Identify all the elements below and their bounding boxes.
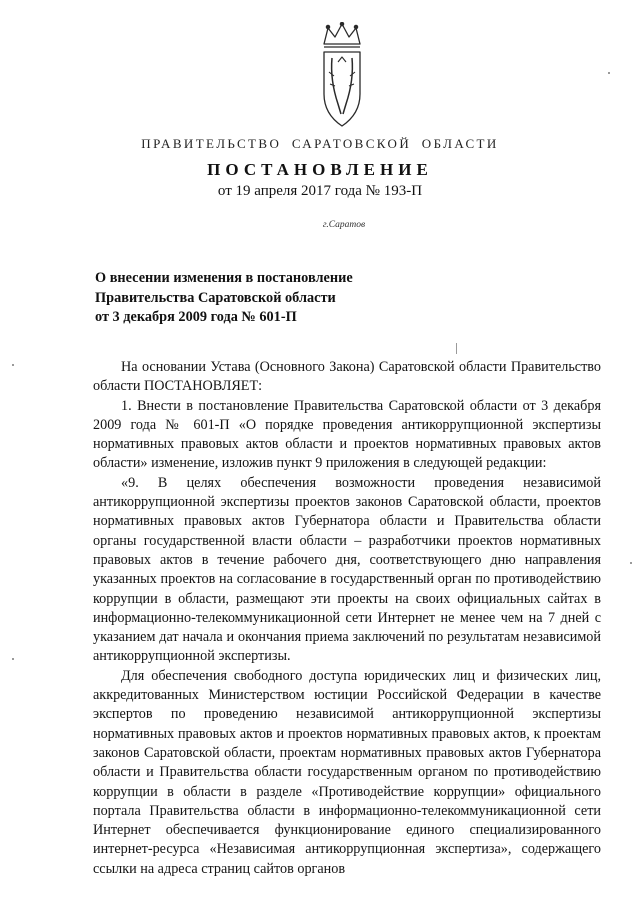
document-title [95, 269, 415, 328]
body-paragraph: 1. Внести в постановление Правительства Саратовской области от 3 декабря 2009 года № 601-П «О порядке проведения антикоррупционной экспертизы нормативных правовых актов области и проектов нормативных правовых актов области» изменение, изложив пункт 9 приложения в следующей редакции: [93, 397, 601, 472]
scan-speck [12, 658, 14, 660]
scan-speck [630, 562, 632, 564]
coat-of-arms-icon [314, 22, 370, 130]
document-type: ПОСТАНОВЛЕНИЕ [207, 160, 433, 179]
scan-speck [456, 343, 457, 354]
organization-name: ПРАВИТЕЛЬСТВО САРАТОВСКОЙ ОБЛАСТИ [141, 136, 499, 151]
document-city: г.Саратов [322, 220, 366, 230]
document-body [93, 358, 601, 879]
title-line: Правительства Саратовской области [95, 289, 336, 306]
title-line: от 3 декабря 2009 года № 601-П [95, 309, 297, 325]
body-paragraph: Для обеспечения свободного доступа юридических лиц и физических лиц, аккредитованных Министерством юстиции Российской Федерации в качестве экспертов по проведению независимой антикоррупционной экспертизы нормативных правовых актов и проектов нормативных правовых актов, к проектам законов Саратовской области, проектам нормативных правовых актов Губернатора области и Правительства области государственным органом по противодействию коррупции в области в разделе «Противодействие коррупции» официального портала Правительства области в информационно-телекоммуникационной сети Интернет обеспечивается функционирование единого специализированного интернет-ресурса «Независимая антикоррупционная экспертиза», содержащего ссылки на адреса страниц сайтов органов [93, 667, 601, 877]
title-line: О внесении изменения в постановление [95, 270, 353, 286]
body-paragraph: На основании Устава (Основного Закона) Саратовской области Правительство области ПОСТАНОВЛЯЕТ: [93, 359, 601, 395]
scan-speck [12, 364, 14, 366]
body-paragraph: «9. В целях обеспечения возможности проведения независимой антикоррупционной экспертизы проектов законов Саратовской области, проектов нормативных правовых актов Губернатора области и Правительства области органы государственной власти области – разработчики проектов нормативных правовых актов в течение рабочего дня, соответствующего дню направления указанных проектов на согласование в государственный орган по противодействию коррупции в области, размещают эти проекты на своих официальных сайтах в информационно-телекоммуникационной сети Интернет не менее чем на 7 дней с указанием дат начала и окончания приема заключений по результатам независимой антикоррупционной экспертизы. [93, 474, 601, 665]
document-number-date: от 19 апреля 2017 года № 193-П [217, 183, 423, 199]
scan-speck [608, 72, 610, 74]
